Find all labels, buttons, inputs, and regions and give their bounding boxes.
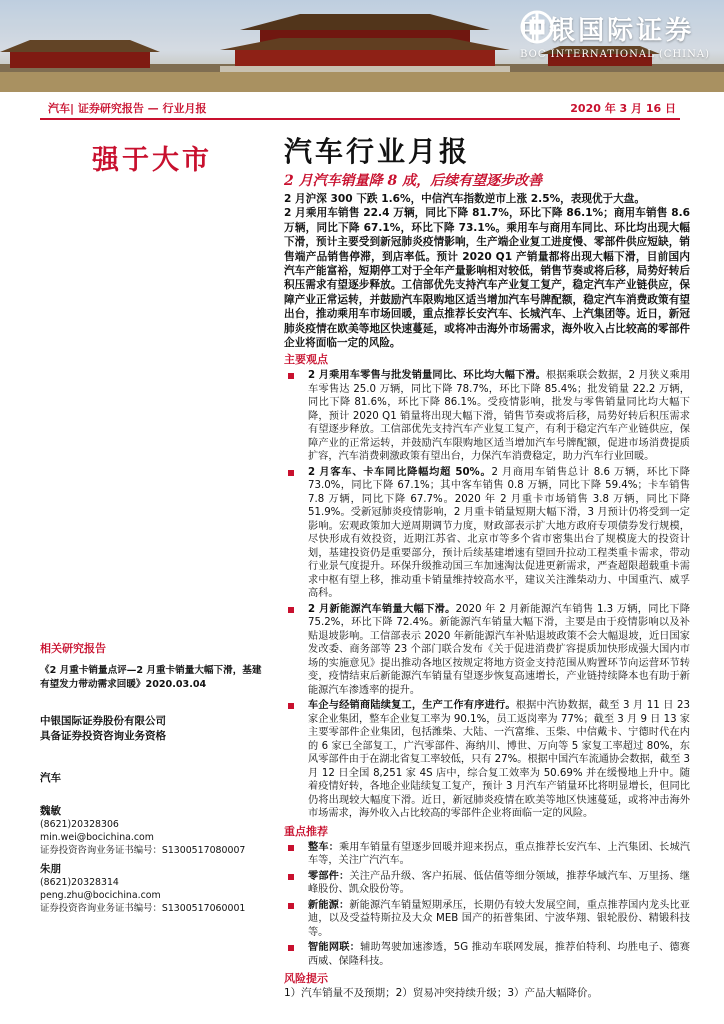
brand-name-en: BOC INTERNATIONAL (CHINA) (520, 49, 710, 60)
list-item-body: 辅助驾驶加速渗透，5G 推动车联网发展，推荐伯特利、均胜电子、德赛西威、保隆科技。 (308, 942, 690, 967)
main-content (284, 192, 690, 1000)
analyst-email[interactable]: min.wei@bocichina.com (40, 832, 154, 843)
page-title: 汽车行业月报 (284, 135, 471, 168)
summary-paragraph: 2 月沪深 300 下跌 1.6%，中信汽车指数逆市上涨 2.5%，表现优于大盘。 (284, 193, 645, 205)
summary (284, 192, 690, 350)
list-item-lead: 新能源： (308, 899, 350, 911)
recommendations-list (284, 841, 690, 969)
list-item-body: 2020 年 2 月新能源汽车销售 1.3 万辆，同比下降 75.2%，环比下降 72.4%。新能源汽车销量大幅下滑，主要是由于疫情影响以及补贴退坡影响。工信部表示 2020 年新能源汽车补贴退坡政策不会大幅退坡，近日国家发改委、商务部等 23 个部门联合发布《关于促进消费扩容提质加快形成强大国内市场的实施意见》提出推动各地区按规定将地方资金支持范围从购置环节向运营环节转变，疫情结束后新能源汽车销量有望逐步恢复高速增长，产业链持续降本也有助于新能源汽车渗透率的提升。 (308, 603, 690, 696)
rating-label: 强于大市 (92, 145, 212, 176)
list-item-body: 关注产品升级、客户拓展、低估值等细分领域，推荐华域汽车、万里扬、继峰股份、凯众股份等。 (308, 870, 690, 896)
list-item-lead: 零部件： (308, 870, 350, 882)
main-points-heading: 主要观点 (284, 353, 328, 367)
analyst-cert: 证券投资咨询业务证书编号：S1300517060001 (40, 903, 246, 914)
analyst-name: 朱朋 (40, 863, 61, 875)
list-item (284, 699, 690, 821)
summary-paragraph: 2 月乘用车销售 22.4 万辆，同比下降 81.7%，环比下降 86.1%；商用车销售 8.6 万辆，同比下降 67.1%，环比下降 73.1%。乘用车与商用车同比、环比均出现大幅下滑，预计主要受到新冠肺炎疫情影响，生产端企业复工进度慢、零部件供应短缺，销售端产品销售停滞，到店率低。预计 2020 Q1 产销量都将出现大幅下滑，目前国内汽车产能富裕，短期停工对于全年产量影响相对较低，销售节奏或将后移，局势好转后积压需求有望逐步释放。工信部优先支持汽车产业复工复产，稳定汽车产业链供应，保障产业正常运转，并鼓励汽车限购地区适当增加汽车号牌配额，稳定汽车消费政策有望出台，推动乘用车市场回暖，重点推荐长安汽车、长城汽车、上汽集团等。近日，新冠肺炎疫情在欧美等地区快速蔓延，或将冲击海外市场需求，海外收入占比较高的零部件企业将面临一定的风险。 (284, 207, 690, 350)
analyst-phone: (8621)20328314 (40, 877, 119, 888)
report-header-bar (40, 100, 680, 120)
analyst-card (40, 805, 266, 857)
main-points-list (284, 369, 690, 821)
list-item-body: 新能源汽车销量短期承压，长期仍有较大发展空间，重点推荐国内龙头比亚迪，以及受益特斯拉及大众 MEB 国产的拓普集团、宁波华翔、银轮股份、精锻科技等。 (308, 899, 690, 938)
list-item (284, 899, 690, 940)
sidebar (40, 640, 266, 915)
risk-text: 1）汽车销量不及预期；2）贸易冲突持续升级；3）产品大幅降价。 (284, 987, 599, 1000)
list-item-lead: 车企与经销商陆续复工，生产工作有序进行。 (308, 700, 516, 712)
related-reports-heading: 相关研究报告 (40, 642, 106, 655)
breadcrumb: 汽车| 证券研究报告 — 行业月报 (48, 102, 207, 115)
list-item-body: 根据中汽协数据，截至 3 月 11 日 23 家企业集团，整车企业复工率为 90.1%，员工返岗率为 77%；截至 3 月 9 日 13 家主要零部件企业集团，包括潍柴、大陆、一汽富维、玉柴、中信戴卡、宁德时代在内的 6 家已全部复工，广汽零部件、海纳川、博世、万向等 5 家复工率超过 80%，东风零部件由于在湖北省复工率较低，只有 27%。根据中国汽车流通协会数据，截至 3 月 12 日全国 8,251 家 4S 店中，综合复工效率为 50.69% 并在缓慢地上升中。随着疫情好转，各地企业陆续复工复产，预计 3 月汽车产销量环比将明显增长，但同比仍将出现较大幅度下滑。近日，新冠肺炎疫情在欧美等地区快速蔓延，或将冲击海外市场需求，海外收入占比较高的零部件企业将面临一定的风险。 (308, 700, 690, 820)
list-item (284, 870, 690, 897)
list-item-body: 乘用车销量有望逐步回暖并迎来拐点，重点推荐长安汽车、上汽集团、长城汽车等，关注广汽汽车。 (308, 841, 690, 867)
recommendations-heading: 重点推荐 (284, 824, 328, 838)
list-item (284, 466, 690, 601)
list-item-lead: 2 月乘用车零售与批发销量同比、环比均大幅下滑。 (308, 370, 547, 382)
risk-heading: 风险提示 (284, 972, 328, 986)
analyst-phone: (8621)20328306 (40, 819, 119, 830)
brand-name-cn: 中银国际证券 (520, 16, 695, 46)
brand-logo (520, 10, 710, 60)
company-info: 中银国际证券股份有限公司 具备证券投资咨询业务资格 (40, 715, 166, 742)
list-item-body: 根据乘联会数据，2 月狭义乘用车零售达 25.0 万辆，同比下降 78.7%，环比下降 85.4%；批发销量 22.2 万辆，同比下降 81.6%，环比下降 86.1%。受疫情影响，批发与零售销量同比均大幅下降，预计 2020 Q1 销量将出现大幅下滑，销售节奏或将后移，局势好转后积压需求有望逐步释放。工信部优先支持汽车产业复工复产，有利于稳定汽车产业链供应，保障产业的正常运转，并鼓励汽车限购地区适当增加汽车号牌配额，促进市场消费提质扩容，汽车消费刺激政策有望出台，力保汽车消费稳定，助力汽车行业回暖。 (308, 370, 691, 463)
list-item-lead: 2 月新能源汽车销量大幅下滑。 (308, 603, 456, 615)
report-date: 2020 年 3 月 16 日 (570, 102, 676, 115)
list-item (284, 841, 690, 868)
list-item-lead: 整车： (308, 841, 339, 853)
list-item-lead: 2 月客车、卡车同比降幅均超 50%。 (308, 466, 492, 478)
list-item-lead: 智能网联： (308, 942, 361, 954)
analyst-name: 魏敏 (40, 805, 61, 817)
page-subtitle: 2 月汽车销量降 8 成，后续有望逐步改善 (284, 173, 543, 189)
analyst-email[interactable]: peng.zhu@bocichina.com (40, 890, 161, 901)
sector-label: 汽车 (40, 772, 61, 784)
list-item-body: 2 月商用车销售总计 8.6 万辆，环比下降 73.0%，同比下降 67.1%；其中客车销售 0.8 万辆，同比下降 59.4%；卡车销售 7.8 万辆，同比下降 67.7%。2020 年 2 月重卡市场销售 3.8 万辆，同比下降 51.9%。受新冠肺炎疫情影响，2 月重卡销量短期大幅下滑，3 月预计仍将受到一定影响。宏观政策加大逆周期调节力度，财政部表示扩大地方政府专项债券发行规模，尽快形成有效投资，近期江苏省、北京市等多个省市密集出台了规模庞大的投资计划，基建投资仍是重要部分，预计后续基建增速有望回升拉动工程类重卡需求，带动行业景气度提升。环保升级推动国三车加速淘汰促进更新需求，严查超限超载重卡需求中枢有望上移，推动重卡销量维持较高水平，建议关注潍柴动力、中国重汽、威孚高科。 (308, 466, 690, 600)
analyst-card (40, 863, 266, 915)
list-item (284, 369, 690, 464)
list-item (284, 603, 690, 698)
header-banner (0, 0, 724, 92)
bank-logo-icon (520, 10, 554, 44)
list-item (284, 941, 690, 968)
analyst-cert: 证券投资咨询业务证书编号：S1300517080007 (40, 845, 246, 856)
related-report-link[interactable]: 《2 月重卡销量点评—2 月重卡销量大幅下滑，基建有望发力带动需求回暖》2020.03.04 (40, 665, 262, 690)
